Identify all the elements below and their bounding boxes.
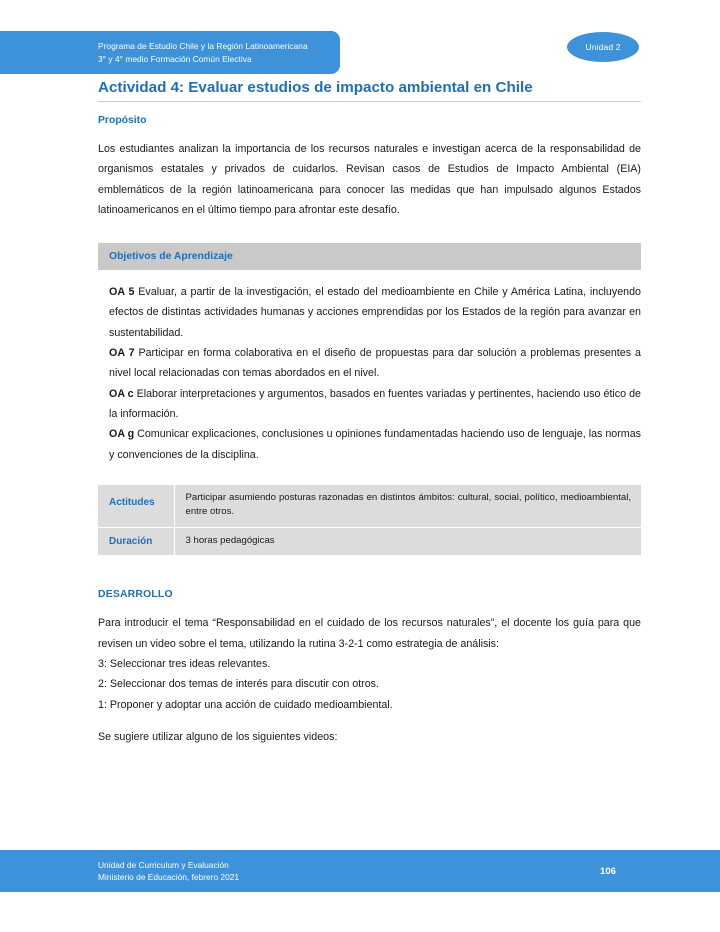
objetivos-list xyxy=(98,282,641,465)
oa-code: OA c xyxy=(109,387,134,400)
page-title: Actividad 4: Evaluar estudios de impacto ambiental en Chile xyxy=(98,79,533,96)
page-number: 106 xyxy=(600,865,617,877)
table-key-duracion: Duración xyxy=(98,527,174,555)
objetivos-bar xyxy=(98,243,641,270)
footer-credits xyxy=(98,859,239,884)
oa-code: OA g xyxy=(109,428,135,441)
info-table xyxy=(98,485,641,556)
routine-line-3: 3: Seleccionar tres ideas relevantes. xyxy=(98,657,271,670)
objetivos-bar-label: Objetivos de Aprendizaje xyxy=(109,251,233,263)
table-value-actitudes: Participar asumiendo posturas razonadas en distintos ámbitos: cultural, social, político, medioambiental, entre otros. xyxy=(174,485,641,528)
table-key-actitudes: Actitudes xyxy=(98,485,174,528)
oa-text: Participar en forma colaborativa en el diseño de propuestas para dar solución a problemas presentes a nivel local relacionadas con temas abordados en el nivel. xyxy=(109,347,641,380)
main-content xyxy=(98,78,641,747)
footer-line-2: Ministerio de Educación, febrero 2021 xyxy=(98,872,240,882)
oa-text: Elaborar interpretaciones y argumentos, basados en fuentes variadas y pertinentes, haciendo uso ético de la información. xyxy=(109,387,641,420)
desarrollo-closing: Se sugiere utilizar alguno de los siguientes videos: xyxy=(98,730,338,743)
oa-code: OA 7 xyxy=(109,347,135,360)
program-line-2: 3° y 4° medio Formación Común Electiva xyxy=(98,53,252,64)
desarrollo-intro: Para introducir el tema “Responsabilidad en el cuidado de los recursos naturales”, el docente los guía para que revisen un video sobre el tema, utilizando la rutina 3-2-1 como estrategia de análisis: xyxy=(98,617,641,650)
footer-band xyxy=(0,850,720,892)
list-item xyxy=(109,343,641,384)
unit-badge xyxy=(567,32,639,62)
routine-line-2: 2: Seleccionar dos temas de interés para discutir con otros. xyxy=(98,678,379,691)
table-value-duracion: 3 horas pedagógicas xyxy=(185,534,275,546)
oa-text: Evaluar, a partir de la investigación, el estado del medioambiente en Chile y América Latina, incluyendo efectos de distintas actividades humanas y acciones emprendidas por los Estados de la región para avanzar en sustentabilidad. xyxy=(109,286,641,339)
oa-code: OA 5 xyxy=(109,286,135,299)
unit-badge-label: Unidad 2 xyxy=(585,42,621,52)
footer-line-1: Unidad de Curriculum y Evaluación xyxy=(98,859,229,870)
proposito-label: Propósito xyxy=(98,115,147,126)
table-row xyxy=(98,527,641,555)
list-item xyxy=(109,384,641,425)
program-line-1: Programa de Estudio Chile y la Región Latinoamericana xyxy=(98,41,308,52)
header-band xyxy=(0,31,340,74)
oa-text: Comunicar explicaciones, conclusiones u opiniones fundamentadas haciendo uso de lenguaje, las normas y convenciones de la disciplina. xyxy=(109,428,641,461)
list-item xyxy=(109,282,641,343)
desarrollo-heading: DESARROLLO xyxy=(98,589,173,601)
list-item xyxy=(109,424,641,465)
title-divider xyxy=(98,101,641,102)
table-row xyxy=(98,485,641,528)
proposito-text: Los estudiantes analizan la importancia de los recursos naturales e investigan acerca de la responsabilidad de organismos estatales y privados de cuidarlos. Revisan casos de Estudios de Impacto Ambiental (EIA) emblemáticos de la región latinoamericana para conocer las medidas que han impulsado algunos Estados latinoamericanos en el último tiempo para afrontar este desafío. xyxy=(98,143,641,216)
routine-line-1: 1: Proponer y adoptar una acción de cuidado medioambiental. xyxy=(98,698,393,711)
